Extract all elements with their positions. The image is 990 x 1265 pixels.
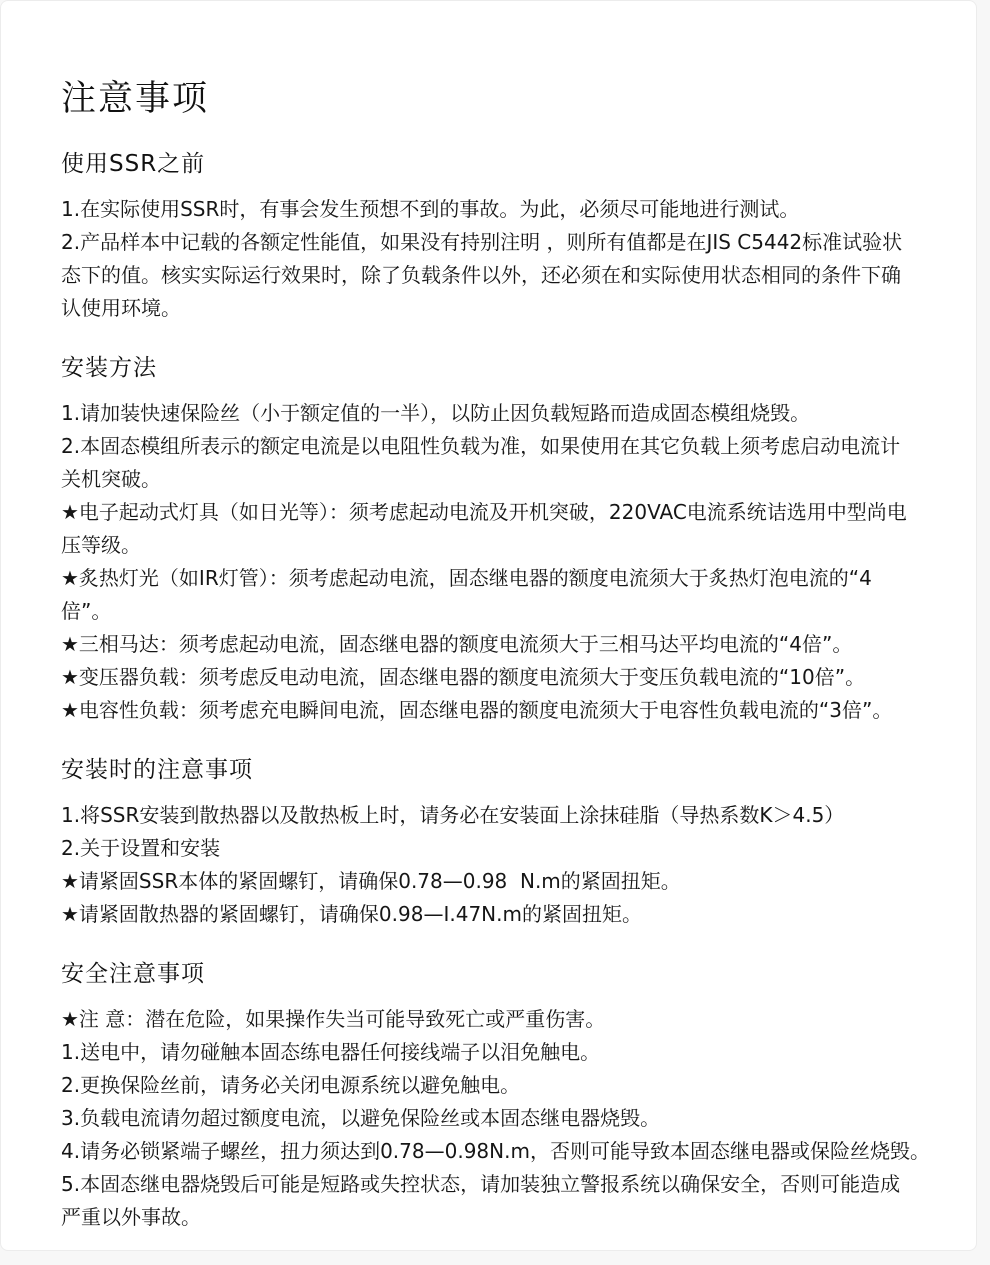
section-body — [61, 1003, 936, 1234]
text-line: ★变压器负载：须考虑反电动电流，固态继电器的额度电流须大于变压负载电流的“10倍”。 — [61, 665, 866, 689]
text-line: ★请紧固SSR本体的紧固螺钉，请确保0.78—0.98 N.m的紧固扭矩。 — [61, 869, 681, 893]
text-line: 2.关于设置和安装 — [61, 836, 221, 860]
section-heading: 安装时的注意事项 — [61, 757, 253, 783]
text-line: 态下的值。核实实际运行效果时，除了负载条件以外，还必须在和实际使用状态相同的条件下确 — [61, 263, 901, 287]
text-line: 1.请加装快速保险丝（小于额定值的一半），以防止因负载短路而造成固态模组烧毁。 — [61, 401, 811, 425]
text-line: 认使用环境。 — [61, 296, 181, 320]
text-line: ★炙热灯光（如IR灯管）：须考虑起动电流，固态继电器的额度电流须大于炙热灯泡电流的“4 — [61, 566, 872, 590]
text-line: 严重以外事故。 — [61, 1205, 201, 1229]
text-line: 2.产品样本中记载的各额定性能值，如果没有持别注明 ，则所有值都是在JIS C5442标准试验状 — [61, 230, 903, 254]
page-title: 注意事项 — [61, 79, 210, 119]
section-installation-method — [61, 353, 936, 727]
text-line: 倍”。 — [61, 599, 112, 623]
text-line: 1.在实际使用SSR时，有事会发生预想不到的事故。为此，必须尽可能地进行测试。 — [61, 197, 800, 221]
section-body — [61, 397, 936, 727]
section-body — [61, 799, 936, 931]
section-body — [61, 193, 936, 325]
section-installation-precautions — [61, 755, 936, 931]
text-line: ★请紧固散热器的紧固螺钉，请确保0.98—I.47N.m的紧固扭矩。 — [61, 902, 642, 926]
text-line: 关机突破。 — [61, 467, 161, 491]
text-line: 1.将SSR安装到散热器以及散热板上时，请务必在安装面上涂抹硅脂（导热系数K＞4.5） — [61, 803, 845, 827]
section-safety-precautions — [61, 959, 936, 1234]
section-heading: 安全注意事项 — [61, 961, 205, 987]
text-line: 3.负载电流请勿超过额度电流，以避免保险丝或本固态继电器烧毁。 — [61, 1106, 661, 1130]
text-line: 5.本固态继电器烧毁后可能是短路或失控状态，请加装独立警报系统以确保安全，否则可能造成 — [61, 1172, 901, 1196]
text-line: 4.请务必锁紧端子螺丝，扭力须达到0.78—0.98N.m，否则可能导致本固态继电器或保险丝烧毁。 — [61, 1139, 930, 1163]
text-line: 压等级。 — [61, 533, 141, 557]
text-line: ★电子起动式灯具（如日光等）：须考虑起动电流及开机突破，220VAC电流系统诘选用中型尚电 — [61, 500, 907, 524]
text-line: 2.本固态模组所表示的额定电流是以电阻性负载为准，如果使用在其它负载上须考虑启动电流计 — [61, 434, 901, 458]
section-before-using-ssr — [61, 149, 936, 325]
text-line: 2.更换保险丝前，请务必关闭电源系统以避免触电。 — [61, 1073, 521, 1097]
text-line: 1.送电中，请勿碰触本固态练电器任何接线端子以泪免触电。 — [61, 1040, 601, 1064]
text-line: ★电容性负载：须考虑充电瞬间电流，固态继电器的额度电流须大于电容性负载电流的“3倍”。 — [61, 698, 893, 722]
document-content — [1, 1, 976, 1234]
text-line: ★三相马达：须考虑起动电流，固态继电器的额度电流须大于三相马达平均电流的“4倍”。 — [61, 632, 853, 656]
section-heading: 使用SSR之前 — [61, 151, 206, 177]
text-line: ★注 意：潜在危险，如果操作失当可能导致死亡或严重伤害。 — [61, 1007, 606, 1031]
section-heading: 安装方法 — [61, 355, 157, 381]
